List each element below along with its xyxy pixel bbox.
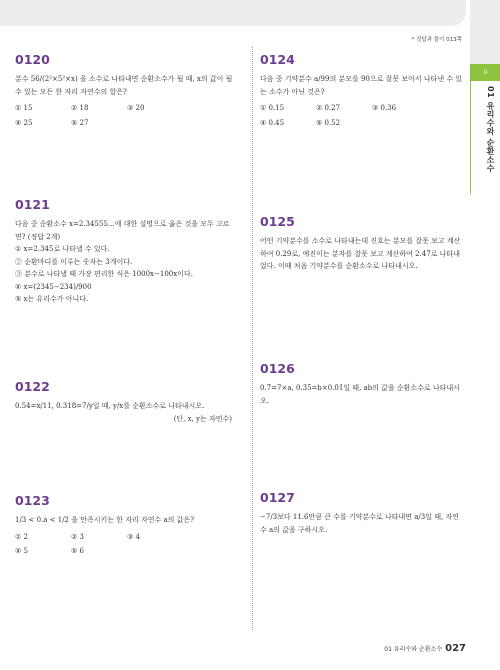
choice-item[interactable]: ⑤ 0.52 — [316, 118, 341, 127]
statement-item[interactable]: ⑤ x는 유리수가 아니다. — [15, 295, 89, 303]
problem-text: −7/3보다 11.6̇만큼 큰 수를 기약분수로 나타내면 a/3일 때, 자연수 a의 값을 구하시오. — [260, 513, 459, 534]
page-number: 027 — [445, 643, 466, 654]
problem-number: 0125 — [260, 214, 295, 229]
statement-item[interactable]: ① x=2.345̇로 나타낼 수 있다. — [15, 245, 110, 253]
problem-number: 0123 — [15, 493, 50, 508]
problem-text: 다음 중 기약분수 a/99의 분모를 90으로 잘못 보아서 나타낸 수 있는 소수가 아닌 것은? — [260, 75, 463, 96]
problem-text: 분수 56/(2²×5²×x) 을 소수로 나타내면 순환소수가 될 때, x의 값이 될 수 있는 모든 한 자리 자연수의 합은? — [15, 75, 233, 96]
choice-item[interactable]: ⑤ 27 — [71, 118, 89, 127]
side-tab-top — [470, 0, 500, 64]
answer-reference: * 정답과 풀이 013쪽 — [411, 37, 462, 43]
choice-list — [15, 102, 240, 129]
problem-condition: (단, x, y는 자연수) — [173, 414, 232, 423]
problem-0125 — [260, 214, 463, 273]
footer-chapter: 01 유리수와 순환소수 — [384, 646, 443, 653]
problem-number: 0126 — [260, 361, 295, 376]
choice-item[interactable]: ③ 4 — [127, 532, 140, 541]
problem-0121 — [15, 197, 240, 306]
problem-number: 0127 — [260, 490, 295, 505]
problem-text: 0.54̇=x/11, 0.318̇=7/y일 때, y/x를 순환소수로 나타내시오. — [15, 402, 205, 410]
problem-number: 0124 — [260, 52, 295, 67]
choice-item[interactable]: ⑤ 6 — [71, 547, 84, 555]
choice-item[interactable]: ① 0.15 — [260, 104, 285, 112]
choice-item[interactable]: ④ 25 — [15, 118, 33, 127]
column-divider — [252, 47, 253, 630]
choice-item[interactable]: ② 18 — [71, 104, 89, 112]
problem-text: 0.7̇=7×a, 0.3̇5̇=b×0.0̇1̇일 때, ab의 값을 순환소수로 나타내시오. — [260, 384, 460, 405]
problem-0124 — [260, 52, 463, 129]
choice-item[interactable]: ④ 5 — [15, 547, 28, 555]
page-footer — [384, 643, 466, 654]
choice-item[interactable]: ② 3 — [71, 532, 84, 541]
problem-0126 — [260, 361, 463, 407]
problem-number: 0121 — [15, 197, 50, 212]
problem-text: 1/3 < 0.ȧ < 1/2 을 만족시키는 한 자리 자연수 a의 값은? — [15, 516, 194, 524]
choice-item[interactable]: ② 0.27 — [316, 104, 341, 112]
choice-item[interactable]: ① 2 — [15, 532, 28, 541]
choice-item[interactable]: ① 15 — [15, 104, 33, 112]
problem-number: 0120 — [15, 52, 50, 67]
problem-0127 — [260, 490, 463, 536]
problem-text: 어떤 기약분수를 소수로 나타내는데 진호는 분모를 잘못 보고 계산하여 0.29̇로, 예진이는 분자를 잘못 보고 계산하여 2.4̇7̇로 나타내었다. 이때 처음 기약분수를 순환소수로 나타내시오. — [260, 237, 461, 270]
choice-item[interactable]: ③ 20 — [127, 104, 145, 112]
choice-item[interactable]: ④ 0.45 — [260, 118, 285, 127]
chapter-side-title: 01 유리수와 순환소수 — [486, 86, 495, 173]
problem-0120 — [15, 52, 240, 129]
statement-item[interactable]: ③ 분수로 나타낼 때 가장 편리한 식은 1000x−100x이다. — [15, 270, 193, 278]
problem-0123 — [15, 493, 240, 558]
statement-item[interactable]: ② 순환마디를 이루는 숫자는 3개이다. — [15, 257, 133, 266]
problem-number: 0122 — [15, 379, 50, 394]
choice-list — [260, 102, 463, 129]
statement-item[interactable]: ④ x=(2345−234)/900 — [15, 282, 92, 291]
problem-0122 — [15, 379, 240, 425]
chapter-badge: II — [471, 64, 500, 81]
problem-text: 다음 중 순환소수 x=2.34555…에 대한 설명으로 옳은 것을 모두 고르면? (정답 2개) — [15, 220, 230, 241]
header-band — [0, 0, 466, 26]
choice-item[interactable]: ③ 0.36 — [372, 104, 397, 112]
chapter-rule — [470, 64, 471, 194]
choice-list — [15, 531, 240, 558]
